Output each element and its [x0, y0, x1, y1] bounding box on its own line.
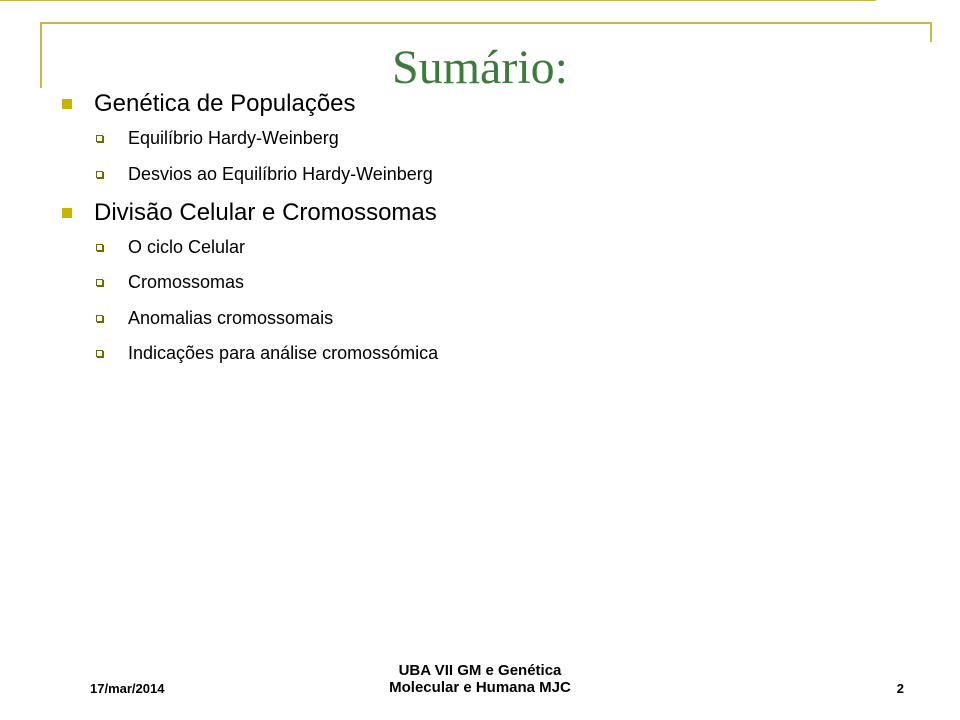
list-item-label: O ciclo Celular: [128, 237, 246, 257]
section-heading-label: Genética de Populações: [94, 90, 356, 117]
hollow-square-bullet-icon: [96, 350, 103, 357]
page-number: 2: [896, 681, 904, 696]
footer-course-title: [330, 662, 630, 696]
frame-top-line: [40, 22, 932, 24]
square-bullet-icon: [62, 99, 72, 109]
hollow-square-bullet-icon: [96, 279, 103, 286]
hollow-square-bullet-icon: [96, 171, 103, 178]
hollow-square-bullet-icon: [96, 135, 103, 142]
list-item-label: Anomalias cromossomais: [128, 308, 334, 328]
list-item-label: Desvios ao Equilíbrio Hardy-Weinberg: [128, 164, 433, 184]
footer-divider: [0, 0, 876, 1]
list-item-label: Indicações para análise cromossómica: [128, 343, 439, 363]
hollow-square-bullet-icon: [96, 315, 103, 322]
square-bullet-icon: [62, 208, 72, 218]
list-item-label: Equilíbrio Hardy-Weinberg: [128, 128, 339, 148]
slide-title: Sumário:: [392, 41, 568, 94]
list-item-label: Cromossomas: [128, 272, 245, 292]
hollow-square-bullet-icon: [96, 244, 103, 251]
footer-course-line-1: UBA VII GM e Genética: [398, 662, 562, 679]
section-heading-label: Divisão Celular e Cromossomas: [94, 199, 437, 226]
footer-course-line-2: Molecular e Humana MJC: [389, 679, 571, 696]
footer-date: 17/mar/2014: [90, 681, 165, 696]
